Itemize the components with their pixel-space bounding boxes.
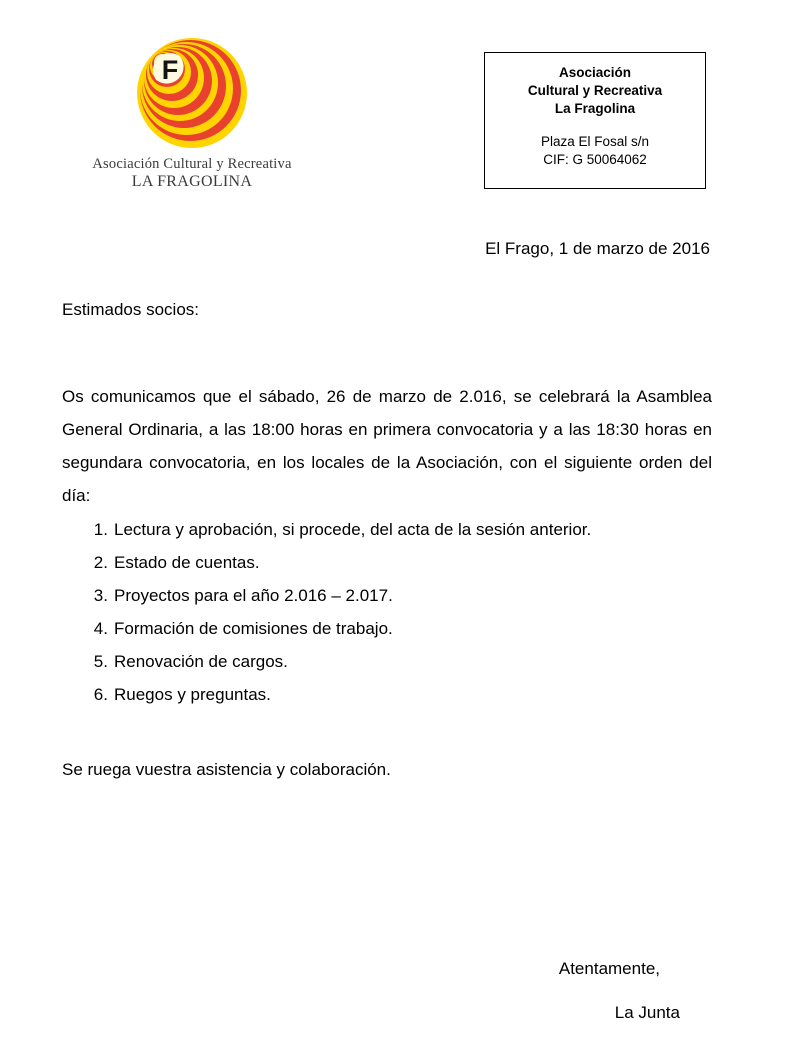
list-item: Renovación de cargos. (114, 652, 288, 672)
letter-closing: Se ruega vuestra asistencia y colaboración. (62, 760, 391, 780)
list-item: Lectura y aprobación, si procede, del acta de la sesión anterior. (114, 519, 592, 539)
list-item: Formación de comisiones de trabajo. (114, 618, 393, 638)
letter-salutation: Estimados socios: (62, 300, 199, 319)
address-title-line1: Asociación (558, 65, 632, 80)
logo-caption-line1: Asociación Cultural y Recreativa (92, 156, 292, 172)
signer-name: La Junta (614, 1003, 680, 1022)
fragolina-logo-icon (137, 38, 247, 150)
signoff-text: Atentamente, (558, 959, 660, 978)
agenda-list (62, 513, 712, 712)
signature-block (62, 960, 682, 1021)
logo-caption-line2: LA FRAGOLINA (131, 172, 253, 190)
address-title-line3: La Fragolina (554, 100, 636, 116)
address-street: Plaza El Fosal s/n (540, 133, 650, 149)
address-title-line2: Cultural y Recreativa (527, 82, 663, 98)
list-item: Ruegos y preguntas. (114, 685, 271, 705)
letter-body (62, 240, 712, 778)
letter-paragraph: Os comunicamos que el sábado, 26 de marzo de 2.016, se celebrará la Asamblea General Ordinaria, a las 18:00 horas en primera convocatoria y a las 18:30 horas en segundara convocatoria, en los locales de la Asociación, con el siguiente orden del día: (62, 387, 712, 506)
logo-letter-f: F (161, 55, 179, 85)
letter-date: El Frago, 1 de marzo de 2016 (485, 239, 710, 258)
address-cif: CIF: G 50064062 (543, 151, 647, 167)
list-item: Estado de cuentas. (114, 552, 260, 572)
address-box (484, 52, 706, 189)
address-spacer (485, 118, 705, 133)
organization-logo-block (72, 38, 312, 191)
letterhead (0, 0, 786, 200)
list-item: Proyectos para el año 2.016 – 2.017. (114, 585, 393, 605)
